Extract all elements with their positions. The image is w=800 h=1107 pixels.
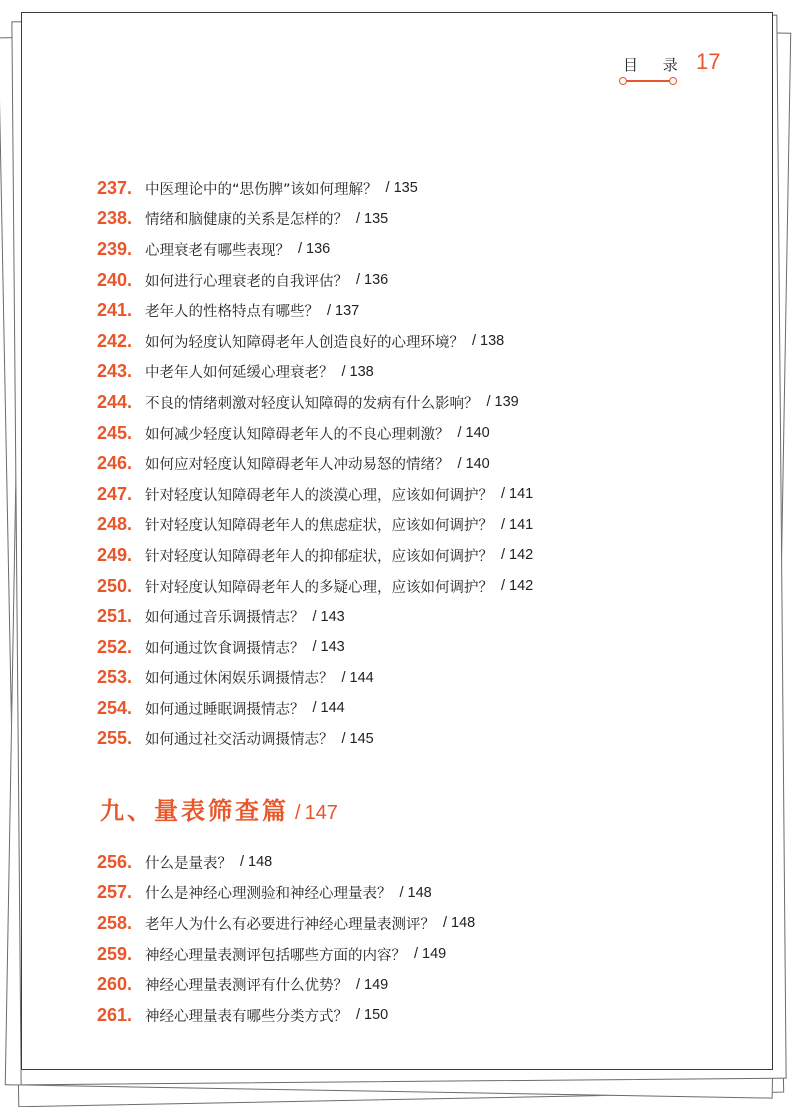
entry-number: 253. bbox=[97, 667, 133, 688]
entry-title: 如何通过睡眠调摄情志？ bbox=[145, 701, 305, 718]
toc-list bbox=[97, 173, 533, 754]
entry-title: 情绪和脑健康的关系是怎样的？ bbox=[145, 212, 348, 229]
entry-page: 135 bbox=[364, 210, 389, 227]
entry-page: 135 bbox=[393, 180, 418, 197]
entry-separator: / bbox=[341, 669, 346, 686]
entry-page: 137 bbox=[335, 302, 360, 319]
toc-entry[interactable] bbox=[97, 448, 533, 479]
entry-separator: / bbox=[399, 884, 404, 901]
entry-number: 246. bbox=[97, 453, 133, 474]
entry-separator: / bbox=[356, 272, 361, 289]
entry-number: 245. bbox=[97, 422, 133, 443]
entry-number: 252. bbox=[97, 636, 133, 657]
toc-list bbox=[97, 847, 475, 1031]
entry-separator: / bbox=[312, 700, 317, 717]
entry-number: 256. bbox=[97, 851, 133, 872]
entry-number: 242. bbox=[97, 330, 133, 351]
entry-separator: / bbox=[356, 210, 361, 227]
entry-title: 心理衰老有哪些表现？ bbox=[145, 242, 290, 259]
header-dot-icon bbox=[619, 77, 627, 85]
entry-page: 143 bbox=[320, 608, 345, 625]
entry-separator: / bbox=[327, 302, 332, 319]
entry-title: 针对轻度认知障碍老年人的多疑心理，应该如何调护？ bbox=[145, 579, 493, 596]
entry-title: 如何通过音乐调摄情志？ bbox=[145, 610, 305, 627]
entry-page: 140 bbox=[465, 455, 490, 472]
entry-separator: / bbox=[341, 730, 346, 747]
entry-title: 如何通过休闲娱乐调摄情志？ bbox=[145, 671, 334, 688]
header-page-number: 17 bbox=[696, 49, 721, 74]
entry-title: 如何通过社交活动调摄情志？ bbox=[145, 732, 334, 749]
entry-page: 149 bbox=[364, 976, 389, 993]
entry-separator: / bbox=[356, 976, 361, 993]
entry-number: 238. bbox=[97, 208, 133, 229]
entry-number: 257. bbox=[97, 882, 133, 903]
entry-title: 神经心理量表有哪些分类方式？ bbox=[145, 1008, 348, 1025]
entry-title: 中医理论中的“思伤脾”该如何理解？ bbox=[145, 181, 378, 198]
toc-entry[interactable] bbox=[97, 265, 533, 296]
entry-number: 261. bbox=[97, 1004, 133, 1025]
entry-number: 237. bbox=[97, 177, 133, 198]
entry-separator: / bbox=[298, 241, 303, 258]
entry-number: 247. bbox=[97, 483, 133, 504]
entry-number: 255. bbox=[97, 728, 133, 749]
toc-entry[interactable] bbox=[97, 939, 475, 970]
entry-number: 248. bbox=[97, 514, 133, 535]
toc-entry[interactable] bbox=[97, 357, 533, 388]
toc-entry[interactable] bbox=[97, 234, 533, 265]
header-underline bbox=[625, 80, 671, 82]
entry-page: 139 bbox=[494, 394, 519, 411]
entry-number: 260. bbox=[97, 974, 133, 995]
entry-title: 针对轻度认知障碍老年人的焦虑症状，应该如何调护？ bbox=[145, 518, 493, 535]
entry-title: 如何通过饮食调摄情志？ bbox=[145, 640, 305, 657]
entry-page: 148 bbox=[248, 854, 273, 871]
toc-entry[interactable] bbox=[97, 632, 533, 663]
entry-page: 136 bbox=[306, 241, 331, 258]
toc-entry[interactable] bbox=[97, 540, 533, 571]
entry-separator: / bbox=[501, 578, 506, 595]
entry-number: 258. bbox=[97, 912, 133, 933]
toc-entry[interactable] bbox=[97, 510, 533, 541]
toc-entry[interactable] bbox=[97, 326, 533, 357]
entry-title: 针对轻度认知障碍老年人的淡漠心理，应该如何调护？ bbox=[145, 487, 493, 504]
entry-title: 如何应对轻度认知障碍老年人冲动易怒的情绪？ bbox=[145, 457, 450, 474]
entry-separator: / bbox=[472, 333, 477, 350]
entry-separator: / bbox=[501, 486, 506, 503]
toc-entry[interactable] bbox=[97, 204, 533, 235]
entry-page: 141 bbox=[509, 516, 534, 533]
toc-entry[interactable] bbox=[97, 479, 533, 510]
entry-page: 142 bbox=[509, 547, 534, 564]
section-separator: / bbox=[295, 802, 301, 824]
entry-page: 138 bbox=[480, 333, 505, 350]
toc-entry[interactable] bbox=[97, 724, 533, 755]
toc-entry[interactable] bbox=[97, 908, 475, 939]
toc-entry[interactable] bbox=[97, 1000, 475, 1031]
section-page: 147 bbox=[304, 802, 338, 824]
toc-entry[interactable] bbox=[97, 969, 475, 1000]
toc-entry[interactable] bbox=[97, 663, 533, 694]
toc-entry[interactable] bbox=[97, 173, 533, 204]
header-label: 目 录 bbox=[623, 56, 688, 74]
entry-separator: / bbox=[312, 608, 317, 625]
entry-title: 针对轻度认知障碍老年人的抑郁症状，应该如何调护？ bbox=[145, 548, 493, 565]
entry-number: 250. bbox=[97, 575, 133, 596]
entry-separator: / bbox=[457, 425, 462, 442]
entry-separator: / bbox=[501, 516, 506, 533]
entry-number: 241. bbox=[97, 300, 133, 321]
toc-entry[interactable] bbox=[97, 847, 475, 878]
toc-entry[interactable] bbox=[97, 601, 533, 632]
entry-title: 如何为轻度认知障碍老年人创造良好的心理环境？ bbox=[145, 334, 464, 351]
entry-page: 142 bbox=[509, 578, 534, 595]
entry-page: 148 bbox=[451, 915, 476, 932]
entry-number: 254. bbox=[97, 697, 133, 718]
entry-separator: / bbox=[414, 946, 419, 963]
entry-title: 老年人的性格特点有哪些？ bbox=[145, 304, 319, 321]
entry-title: 什么是神经心理测验和神经心理量表？ bbox=[145, 886, 392, 903]
entry-page: 138 bbox=[349, 363, 374, 380]
entry-separator: / bbox=[501, 547, 506, 564]
section-title: 九、量表筛查篇 bbox=[100, 796, 289, 825]
toc-entry[interactable] bbox=[97, 878, 475, 909]
entry-title: 神经心理量表测评包括哪些方面的内容？ bbox=[145, 947, 406, 964]
entry-title: 什么是量表？ bbox=[145, 855, 232, 872]
entry-number: 244. bbox=[97, 391, 133, 412]
entry-number: 249. bbox=[97, 544, 133, 565]
entry-separator: / bbox=[443, 915, 448, 932]
entry-number: 251. bbox=[97, 606, 133, 627]
entry-title: 中老年人如何延缓心理衰老？ bbox=[145, 365, 334, 382]
entry-page: 144 bbox=[320, 700, 345, 717]
entry-page: 143 bbox=[320, 639, 345, 656]
entry-number: 239. bbox=[97, 238, 133, 259]
entry-page: 150 bbox=[364, 1007, 389, 1024]
toc-entry[interactable] bbox=[97, 295, 533, 326]
entry-page: 145 bbox=[349, 730, 374, 747]
entry-title: 如何减少轻度认知障碍老年人的不良心理刺激？ bbox=[145, 426, 450, 443]
toc-entry[interactable] bbox=[97, 571, 533, 602]
entry-separator: / bbox=[240, 854, 245, 871]
entry-number: 259. bbox=[97, 943, 133, 964]
entry-title: 不良的情绪刺激对轻度认知障碍的发病有什么影响？ bbox=[145, 395, 479, 412]
entry-separator: / bbox=[385, 180, 390, 197]
entry-number: 243. bbox=[97, 361, 133, 382]
entry-page: 144 bbox=[349, 669, 374, 686]
entry-page: 136 bbox=[364, 272, 389, 289]
toc-entry[interactable] bbox=[97, 387, 533, 418]
entry-separator: / bbox=[457, 455, 462, 472]
entry-title: 如何进行心理衰老的自我评估？ bbox=[145, 273, 348, 290]
entry-number: 240. bbox=[97, 269, 133, 290]
entry-title: 神经心理量表测评有什么优势？ bbox=[145, 978, 348, 995]
entry-page: 141 bbox=[509, 486, 534, 503]
entry-separator: / bbox=[486, 394, 491, 411]
entry-title: 老年人为什么有必要进行神经心理量表测评？ bbox=[145, 916, 435, 933]
entry-separator: / bbox=[312, 639, 317, 656]
entry-page: 148 bbox=[407, 884, 432, 901]
toc-page bbox=[21, 12, 773, 1070]
entry-page: 140 bbox=[465, 425, 490, 442]
entry-separator: / bbox=[356, 1007, 361, 1024]
entry-separator: / bbox=[341, 363, 346, 380]
section-heading[interactable] bbox=[100, 791, 338, 826]
toc-entry[interactable] bbox=[97, 693, 533, 724]
toc-entry[interactable] bbox=[97, 418, 533, 449]
entry-page: 149 bbox=[422, 946, 447, 963]
header-dot-icon bbox=[669, 77, 677, 85]
